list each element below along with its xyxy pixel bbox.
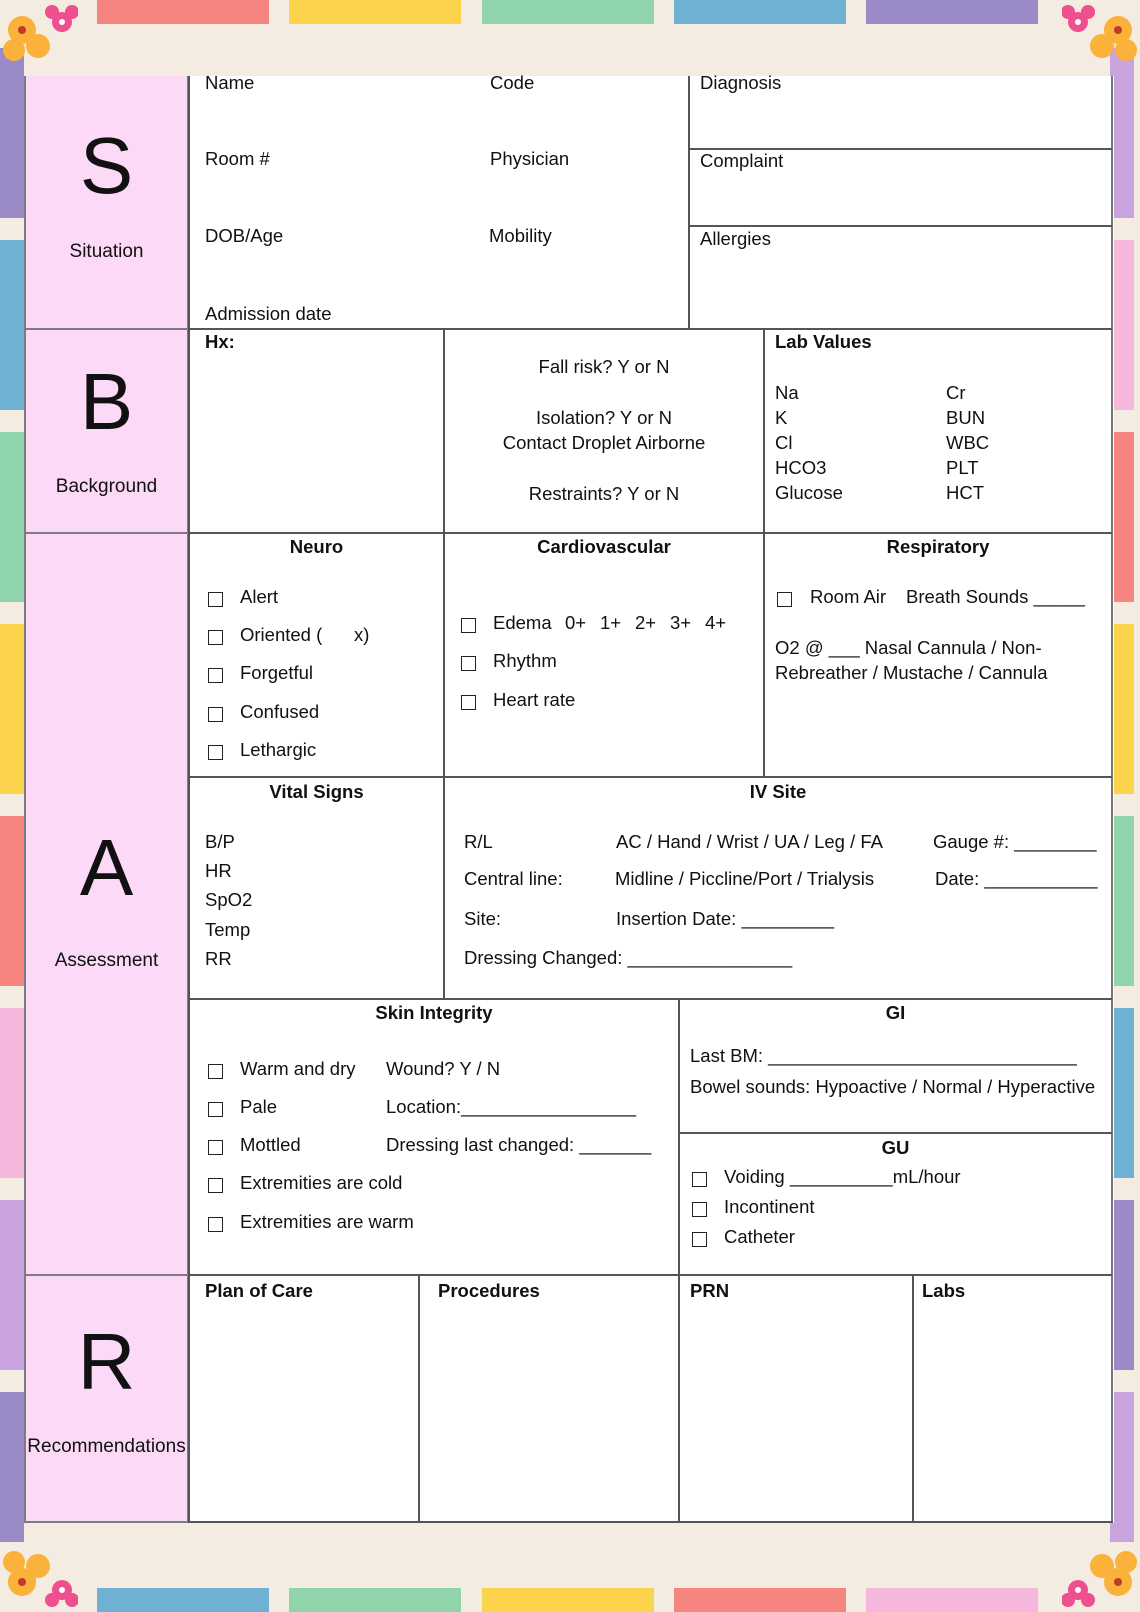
top-bar-blue — [674, 0, 846, 24]
row1-bottom — [188, 776, 1112, 778]
edema-grade-4: 4+ — [705, 612, 727, 633]
neuro-title: Neuro — [289, 536, 344, 557]
gu-title: GU — [881, 1137, 910, 1158]
room-air-label: Room Air — [810, 586, 887, 607]
fall-risk-question: Fall risk? Y or N — [538, 356, 670, 377]
dressing-last-changed-field: Dressing last changed: _______ — [386, 1134, 652, 1155]
extremities-warm-checkbox[interactable] — [208, 1217, 223, 1232]
top-bar-purple — [866, 0, 1038, 24]
assessment-letter: A — [79, 823, 134, 912]
sidebar-assessment — [24, 532, 189, 1276]
alert-checkbox[interactable] — [208, 592, 223, 607]
oriented-checkbox[interactable] — [208, 630, 223, 645]
lab-values-title: Lab Values — [775, 331, 872, 352]
grid-bottom-border — [188, 1521, 1113, 1523]
vital-spo2: SpO2 — [205, 889, 253, 910]
situation-bottom — [188, 328, 1112, 330]
background-divider-2 — [763, 328, 765, 532]
complaint-underline — [688, 225, 1112, 227]
forgetful-checkbox[interactable] — [208, 668, 223, 683]
labs-title: Labs — [922, 1280, 966, 1301]
lab-na: Na — [775, 382, 799, 403]
bowel-sounds-field: Bowel sounds: Hypoactive / Normal / Hyperactive — [690, 1076, 1096, 1097]
top-bar-green — [482, 0, 654, 24]
recommendations-label: Recommendations — [27, 1436, 186, 1457]
central-line-types: Midline / Piccline/Port / Trialysis — [615, 868, 875, 889]
incontinent-checkbox[interactable] — [692, 1202, 707, 1217]
alert-label: Alert — [240, 586, 279, 607]
prn-title: PRN — [690, 1280, 730, 1301]
sidebar-recommendations — [24, 1274, 189, 1523]
vital-temp: Temp — [205, 919, 251, 940]
isolation-types: Contact Droplet Airborne — [502, 432, 706, 453]
pale-label: Pale — [240, 1096, 278, 1117]
hx-label: Hx: — [205, 331, 235, 352]
admission-date-label: Admission date — [205, 303, 332, 324]
physician-label: Physician — [490, 148, 570, 169]
situation-letter: S — [79, 121, 134, 210]
confused-label: Confused — [240, 701, 320, 722]
sidebar-background — [24, 328, 189, 534]
forgetful-label: Forgetful — [240, 662, 314, 683]
iv-site-label: Site: — [464, 908, 502, 929]
lab-k: K — [775, 407, 788, 428]
o2-line-2: Rebreather / Mustache / Cannula — [775, 662, 1048, 683]
room-air-checkbox[interactable] — [777, 592, 792, 607]
situation-label: Situation — [69, 241, 144, 262]
procedures-divider — [678, 1274, 680, 1523]
iv-gauge-field: Gauge #: ________ — [933, 831, 1097, 852]
complaint-label: Complaint — [700, 150, 784, 171]
heart-rate-checkbox[interactable] — [461, 695, 476, 710]
vitals-divider — [443, 776, 445, 1000]
left-bar-yellow — [0, 624, 24, 794]
lab-bun: BUN — [946, 407, 986, 428]
top-bar-yellow — [289, 0, 461, 24]
oriented-label: Oriented ( — [240, 624, 323, 645]
room-label: Room # — [205, 148, 270, 169]
sbar-report-sheet — [24, 72, 1114, 1523]
bottom-bar-blue — [97, 1588, 269, 1612]
vital-bp: B/P — [205, 831, 235, 852]
bottom-bar-yellow — [482, 1588, 654, 1612]
rhythm-label: Rhythm — [493, 650, 557, 671]
plan-divider — [418, 1274, 420, 1523]
row2-bottom — [188, 998, 1112, 1000]
skin-title: Skin Integrity — [375, 1002, 493, 1023]
edema-grade-0: 0+ — [565, 612, 587, 633]
code-label: Code — [490, 72, 535, 93]
confused-checkbox[interactable] — [208, 707, 223, 722]
mottled-label: Mottled — [240, 1134, 301, 1155]
flower-bottom-left-icon — [0, 1540, 78, 1612]
pale-checkbox[interactable] — [208, 1102, 223, 1117]
catheter-label: Catheter — [724, 1226, 795, 1247]
lab-cr: Cr — [946, 382, 966, 403]
sidebar-situation — [24, 76, 189, 330]
prn-divider — [912, 1274, 914, 1523]
warm-dry-label: Warm and dry — [240, 1058, 356, 1079]
restraints-question: Restraints? Y or N — [528, 483, 680, 504]
voiding-checkbox[interactable] — [692, 1172, 707, 1187]
flower-top-right-icon — [1062, 0, 1140, 72]
left-bar-purple — [0, 48, 24, 218]
background-label: Background — [55, 476, 158, 497]
gi-bottom — [678, 1132, 1112, 1134]
edema-grade-3: 3+ — [670, 612, 692, 633]
lab-wbc: WBC — [946, 432, 990, 453]
vitals-title: Vital Signs — [269, 781, 364, 802]
catheter-checkbox[interactable] — [692, 1232, 707, 1247]
edema-grade-2: 2+ — [635, 612, 657, 633]
name-label: Name — [205, 72, 255, 93]
background-bottom — [188, 532, 1112, 534]
lab-hct: HCT — [946, 482, 985, 503]
left-bar-blue — [0, 240, 24, 410]
last-bm-field: Last BM: ______________________________ — [690, 1045, 1077, 1066]
cardio-divider — [763, 532, 765, 776]
wound-question: Wound? Y / N — [386, 1058, 501, 1079]
mobility-label: Mobility — [489, 225, 552, 246]
extremities-cold-label: Extremities are cold — [240, 1172, 403, 1193]
assessment-bottom — [188, 1274, 1112, 1276]
iv-locations: AC / Hand / Wrist / UA / Leg / FA — [616, 831, 883, 852]
extremities-warm-label: Extremities are warm — [240, 1211, 414, 1232]
lab-hco3: HCO3 — [775, 457, 827, 478]
lethargic-checkbox[interactable] — [208, 745, 223, 760]
lab-glucose: Glucose — [775, 482, 843, 503]
isolation-question: Isolation? Y or N — [535, 407, 673, 428]
left-bar-lavender — [0, 1200, 24, 1370]
vital-rr: RR — [205, 948, 232, 969]
edema-grade-1: 1+ — [600, 612, 622, 633]
wound-location-field: Location:_________________ — [386, 1096, 636, 1117]
cardio-title: Cardiovascular — [537, 536, 671, 557]
warm-dry-checkbox[interactable] — [208, 1064, 223, 1079]
procedures-title: Procedures — [438, 1280, 540, 1301]
left-bar-purple-2 — [0, 1392, 24, 1542]
edema-checkbox[interactable] — [461, 618, 476, 633]
flower-bottom-right-icon — [1062, 1540, 1140, 1612]
assessment-label: Assessment — [54, 950, 159, 971]
edema-label: Edema — [493, 612, 552, 633]
insertion-date-field: Insertion Date: _________ — [616, 908, 835, 929]
bottom-bar-red — [674, 1588, 846, 1612]
heart-rate-label: Heart rate — [493, 689, 576, 710]
bottom-bar-green — [289, 1588, 461, 1612]
lab-plt: PLT — [946, 457, 979, 478]
o2-line-1: O2 @ ___ Nasal Cannula / Non- — [775, 637, 1042, 658]
central-line-label: Central line: — [464, 868, 563, 889]
dob-label: DOB/Age — [205, 225, 284, 246]
respiratory-title: Respiratory — [886, 536, 990, 557]
incontinent-label: Incontinent — [724, 1196, 815, 1217]
vital-hr: HR — [205, 860, 232, 881]
neuro-divider — [443, 532, 445, 776]
bottom-bar-pink — [866, 1588, 1038, 1612]
iv-rl-label: R/L — [464, 831, 493, 852]
breath-sounds-field: Breath Sounds _____ — [906, 586, 1085, 607]
mottled-checkbox[interactable] — [208, 1140, 223, 1155]
iv-date-field: Date: ___________ — [935, 868, 1098, 889]
plan-of-care-title: Plan of Care — [205, 1280, 313, 1301]
grid-right-border — [1111, 76, 1113, 1523]
iv-title: IV Site — [749, 781, 807, 802]
top-bar-red — [97, 0, 269, 24]
left-bar-red — [0, 816, 24, 986]
voiding-field: Voiding __________mL/hour — [724, 1166, 961, 1187]
diagnosis-label: Diagnosis — [700, 72, 782, 93]
left-bar-green — [0, 432, 24, 602]
dressing-changed-field: Dressing Changed: ________________ — [464, 947, 793, 968]
flower-top-left-icon — [0, 0, 78, 72]
gi-title: GI — [885, 1002, 906, 1023]
extremities-cold-checkbox[interactable] — [208, 1178, 223, 1193]
left-bar-pink — [0, 1008, 24, 1178]
lab-cl: Cl — [775, 432, 793, 453]
lethargic-label: Lethargic — [240, 739, 317, 760]
background-letter: B — [79, 357, 134, 446]
oriented-suffix: x) — [354, 624, 370, 645]
recommendations-letter: R — [77, 1317, 136, 1406]
situation-divider — [688, 76, 690, 328]
rhythm-checkbox[interactable] — [461, 656, 476, 671]
allergies-label: Allergies — [700, 228, 771, 249]
